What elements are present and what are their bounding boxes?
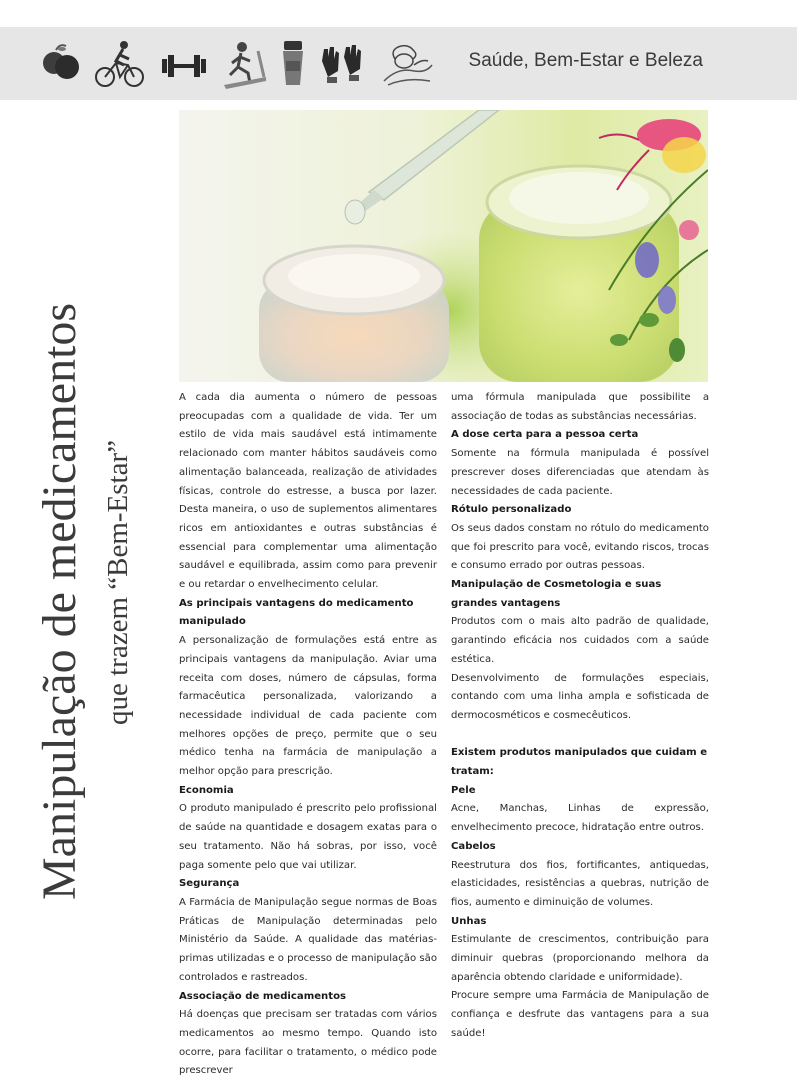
left-column xyxy=(179,389,437,1081)
section-heading: Pele xyxy=(451,784,476,796)
paragraph: A personalização de formulações está entre as principais vantagens da manipulação. Aviar uma receita com doses, número de cápsulas, forma farmacêutica personalizada, valorizando a necessidade individual de cada paciente com melhores opções de preço, permite que o seu médico tenha na farmácia de manipulação a melhor opção para prescrição. xyxy=(179,635,437,778)
paragraph: Reestrutura dos fios, fortificantes, antiquedas, elasticidades, resistências a quebras, nutrição de fios, aumento e diminuição de volumes. xyxy=(451,859,709,908)
section-heading: Unhas xyxy=(451,915,487,927)
paragraph: A Farmácia de Manipulação segue normas de Boas Práticas de Manipulação determinadas pelo Ministério da Saúde. A qualidade das matérias-primas utilizadas e o processo de manipulação são controlados e rastreados. xyxy=(179,896,437,983)
paragraph: Somente na fórmula manipulada é possível prescrever doses diferenciadas que atendam às necessidades de cada paciente. xyxy=(451,448,709,497)
section-heading: Economia xyxy=(179,784,234,796)
paragraph: Estimulante de crescimentos, contribuição para diminuir quebras (proporcionando melhora da aparência obtendo claridade e uniformidade). xyxy=(451,934,709,983)
right-column xyxy=(451,389,709,1044)
paragraph: O produto manipulado é prescrito pelo profissional de saúde na quantidade e dosagem exatas para o seu tratamento. Não há sobras, por isso, você paga somente pelo que vai utilizar. xyxy=(179,803,437,871)
dumbbell-icon xyxy=(160,37,208,93)
section-heading: Existem produtos manipulados que cuidam e tratam: xyxy=(451,747,708,778)
paragraph: Procure sempre uma Farmácia de Manipulação de confiança e desfrute das vantagens para a sua saúde! xyxy=(451,990,709,1039)
paragraph: Acne, Manchas, Linhas de expressão, envelhecimento precoce, hidratação entre outros. xyxy=(451,803,709,834)
paragraph: Há doenças que precisam ser tratadas com vários medicamentos ao mesmo tempo. Quando isto ocorre, para facilitar o tratamento, o médico pode prescrever xyxy=(179,1009,437,1077)
article-subtitle: que trazem “Bem-Estar” xyxy=(102,439,134,725)
section-heading: Segurança xyxy=(179,878,240,890)
paragraph: Produtos com o mais alto padrão de qualidade, garantindo eficácia nos cuidados com a saúde estética. xyxy=(451,616,709,665)
paragraph: Desenvolvimento de formulações especiais, contando com uma linha ampla e sofisticada de dermocosméticos e cosmecêuticos. xyxy=(451,672,709,721)
spacer xyxy=(451,726,709,745)
section-heading: A dose certa para a pessoa certa xyxy=(451,429,639,441)
cyclist-icon xyxy=(94,37,146,93)
apple-icon xyxy=(40,37,82,93)
paragraph: Os seus dados constam no rótulo do medicamento que foi prescrito para você, evitando riscos, trocas e consumo errado por outras pessoas. xyxy=(451,522,709,572)
section-heading: Cabelos xyxy=(451,840,496,852)
spa-relaxing-icon xyxy=(378,37,436,93)
header-title: Saúde, Bem-Estar e Beleza xyxy=(468,50,703,71)
section-heading: Associação de medicamentos xyxy=(179,990,347,1002)
essential-oils-photo xyxy=(179,110,708,382)
shaker-bottle-icon xyxy=(278,37,308,93)
header-band xyxy=(0,27,797,100)
paragraph: uma fórmula manipulada que possibilite a associação de todas as substâncias necessárias. xyxy=(451,392,709,422)
section-heading: As principais vantagens do medicamento manipulado xyxy=(179,597,414,628)
paragraph: A cada dia aumenta o número de pessoas preocupadas com a qualidade de vida. Ter um estilo de vida mais saudável está intimamente relacionado com manter hábitos saudáveis como alimentação balanceada, realização de atividades físicas, controle do estresse, a busca por lazer. Desta maneira, o uso de suplementos alimentares ricos em antioxidantes e outras substâncias é essencial para complementar uma alimentação saudável e equilibrada, assim como para prevenir e ou retardar o envelhecimento celular. xyxy=(179,392,437,591)
article-title: Manipulação de medicamentos xyxy=(33,302,86,900)
gloves-icon xyxy=(318,37,364,93)
treadmill-runner-icon xyxy=(220,37,270,93)
vertical-title-area xyxy=(30,210,160,910)
section-heading: Manipulação de Cosmetologia e suas grandes vantagens xyxy=(451,579,662,609)
section-heading: Rótulo personalizado xyxy=(451,504,572,516)
